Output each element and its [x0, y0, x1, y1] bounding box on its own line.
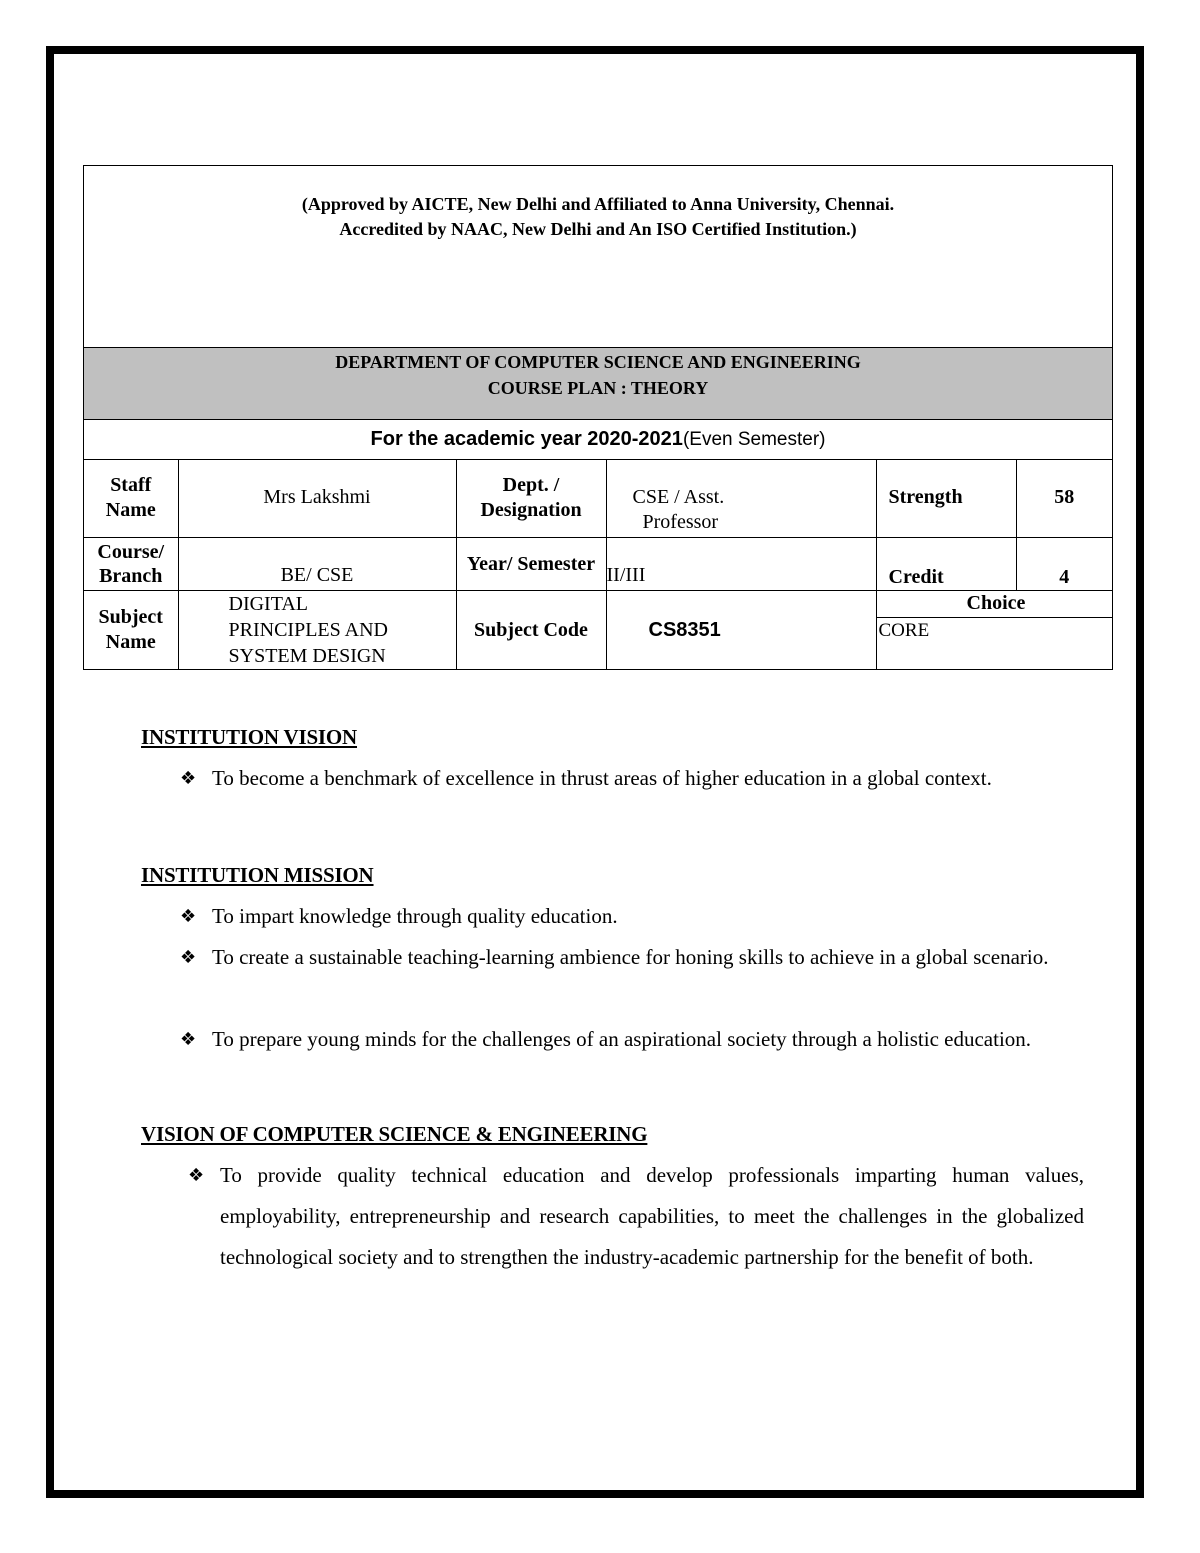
institution-vision-heading: INSTITUTION VISION	[141, 725, 358, 749]
strength-value: 58	[1016, 459, 1112, 537]
choice-label: Choice	[877, 591, 1113, 618]
table-row	[84, 537, 1112, 590]
department-band	[84, 347, 1112, 420]
staff-name-label: Staff Name	[84, 459, 178, 537]
approval-line-2: Accredited by NAAC, New Delhi and An ISO Certified Institution.)	[339, 219, 857, 239]
year-semester-label: Year/ Semester	[456, 537, 606, 590]
choice-value: CORE	[878, 619, 930, 641]
department-title: DEPARTMENT OF COMPUTER SCIENCE AND ENGINEERING	[335, 352, 861, 372]
list-item	[188, 1155, 1084, 1278]
table-row	[84, 590, 1112, 670]
staff-name-value: Mrs Lakshmi	[178, 459, 456, 537]
diamond-bullet-icon: ❖	[188, 1165, 205, 1186]
subject-name-line-3: SYSTEM DESIGN	[228, 645, 386, 668]
strength-label: Strength	[876, 459, 1016, 537]
course-branch-label: Course/ Branch	[84, 537, 178, 590]
course-plan-header	[83, 165, 1113, 670]
credit-label: Credit	[876, 537, 1016, 590]
mission-item-text: To create a sustainable teaching-learning ambience for honing skills to achieve in a global scenario.	[212, 945, 1049, 969]
table-row	[84, 459, 1112, 537]
semester-note: (Even Semester)	[682, 429, 826, 450]
cse-vision-heading: VISION OF COMPUTER SCIENCE & ENGINEERING	[141, 1122, 648, 1146]
mission-item-text: To prepare young minds for the challenges of an aspirational society through a holistic education.	[212, 1027, 1032, 1051]
course-plan-title: COURSE PLAN : THEORY	[487, 378, 709, 398]
list-item	[180, 896, 1084, 937]
mission-item-text: To impart knowledge through quality education.	[212, 904, 618, 928]
course-details-table	[84, 459, 1112, 670]
choice-cell	[876, 590, 1112, 670]
dept-designation-value	[606, 459, 876, 537]
subject-name-line-1: DIGITAL	[228, 593, 308, 616]
cse-vision-item-text: To provide quality technical education and develop professionals imparting human values, employability, entrepreneurship and research capabilities, to meet the challenges in the globalized technological society and to strengthen the industry-academic partnership for the benefit of both.	[220, 1163, 1084, 1269]
approval-statement	[84, 192, 1112, 242]
diamond-bullet-icon: ❖	[180, 906, 197, 927]
subject-name-label: Subject Name	[84, 590, 178, 670]
subject-name-line-2: PRINCIPLES AND	[228, 619, 388, 642]
subject-name-value	[178, 590, 456, 670]
list-item	[180, 937, 1084, 978]
course-branch-value: BE/ CSE	[178, 537, 456, 590]
list-item	[180, 758, 1084, 799]
subject-code-label: Subject Code	[456, 590, 606, 670]
credit-value: 4	[1016, 537, 1112, 590]
diamond-bullet-icon: ❖	[180, 1029, 197, 1050]
dept-designation-line-1: CSE / Asst.	[632, 486, 725, 508]
diamond-bullet-icon: ❖	[180, 768, 197, 789]
subject-code-value: CS8351	[606, 590, 876, 670]
vision-item-text: To become a benchmark of excellence in thrust areas of higher education in a global context.	[212, 766, 992, 790]
year-semester-value: II/III	[606, 537, 876, 590]
list-item	[180, 1019, 1084, 1060]
academic-year-label: For the academic year 2020-2021	[370, 428, 683, 450]
institution-mission-heading: INSTITUTION MISSION	[141, 863, 374, 887]
dept-designation-line-2: Professor	[642, 511, 719, 533]
dept-designation-label: Dept. / Designation	[456, 459, 606, 537]
academic-year-line	[84, 420, 1112, 460]
approval-line-1: (Approved by AICTE, New Delhi and Affiliated to Anna University, Chennai.	[301, 194, 895, 214]
diamond-bullet-icon: ❖	[180, 947, 197, 968]
